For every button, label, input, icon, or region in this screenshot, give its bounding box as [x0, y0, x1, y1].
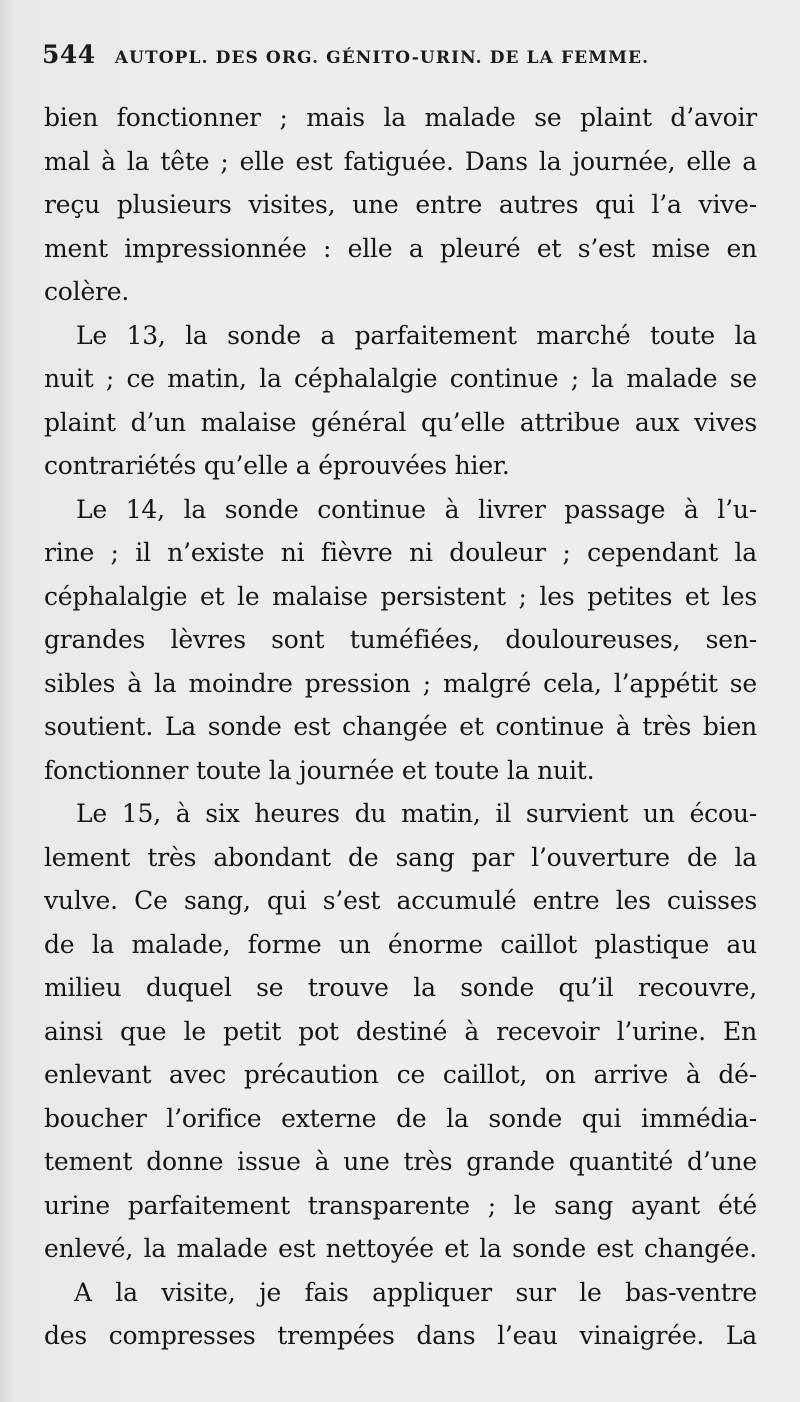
text-line: vulve. Ce sang, qui s’est accumulé entre les cuisses — [44, 886, 757, 915]
text-line: colère. — [44, 277, 130, 306]
page-number: 544 — [42, 40, 96, 69]
text-line: céphalalgie et le malaise persistent ; les petites et les — [44, 581, 757, 611]
text-line: mal à la tête ; elle est fatiguée. Dans la journée, elle a — [44, 146, 757, 176]
text-line: ainsi que le petit pot destiné à recevoir l’urine. En — [44, 1016, 757, 1046]
text-line: sibles à la moindre pression ; malgré cela, l’appétit se — [44, 668, 757, 698]
text-line: enlevant avec précaution ce caillot, on arrive à dé- — [44, 1060, 757, 1089]
paragraph-start-line: Le 14, la sonde continue à livrer passage à l’u- — [76, 494, 757, 524]
text-line: ment impressionnée : elle a pleuré et s’est mise en — [44, 233, 757, 263]
text-line: bien fonctionner ; mais la malade se plaint d’avoir — [44, 103, 757, 132]
text-line: lement très abondant de sang par l’ouverture de la — [44, 842, 757, 872]
paragraph-start-line: A la visite, je fais appliquer sur le bas-ventre — [74, 1277, 757, 1307]
text-line: reçu plusieurs visites, une entre autres qui l’a vive- — [44, 190, 757, 219]
text-line: fonctionner toute la journée et toute la nuit. — [44, 755, 595, 785]
text-line: contrariétés qu’elle a éprouvées hier. — [44, 451, 510, 480]
text-line: soutient. La sonde est changée et continue à très bien — [44, 712, 757, 741]
text-line: des compresses trempées dans l’eau vinaigrée. La — [44, 1321, 757, 1350]
text-line: milieu duquel se trouve la sonde qu’il recouvre, — [44, 973, 757, 1002]
text-line: nuit ; ce matin, la céphalalgie continue ; la malade se — [44, 364, 757, 393]
paragraph-start-line: Le 13, la sonde a parfaitement marché toute la — [76, 320, 757, 350]
text-line: enlevé, la malade est nettoyée et la sonde est changée. — [44, 1234, 757, 1263]
text-line: grandes lèvres sont tuméfiées, douloureuses, sen- — [44, 625, 757, 654]
page-header — [42, 40, 762, 80]
text-line: rine ; il n’existe ni fièvre ni douleur ; cependant la — [44, 538, 757, 567]
body-text — [44, 96, 757, 1358]
text-line: urine parfaitement transparente ; le sang ayant été — [44, 1190, 757, 1220]
text-line: de la malade, forme un énorme caillot plastique au — [44, 929, 757, 959]
text-line: boucher l’orifice externe de la sonde qui immédia- — [44, 1103, 757, 1133]
paragraph-start-line: Le 15, à six heures du matin, il survient un écou- — [76, 799, 757, 828]
text-line: tement donne issue à une très grande quantité d’une — [44, 1147, 757, 1176]
running-head: AUTOPL. DES ORG. GÉNITO-URIN. DE LA FEMME. — [114, 48, 650, 68]
text-line: plaint d’un malaise général qu’elle attribue aux vives — [44, 407, 757, 437]
